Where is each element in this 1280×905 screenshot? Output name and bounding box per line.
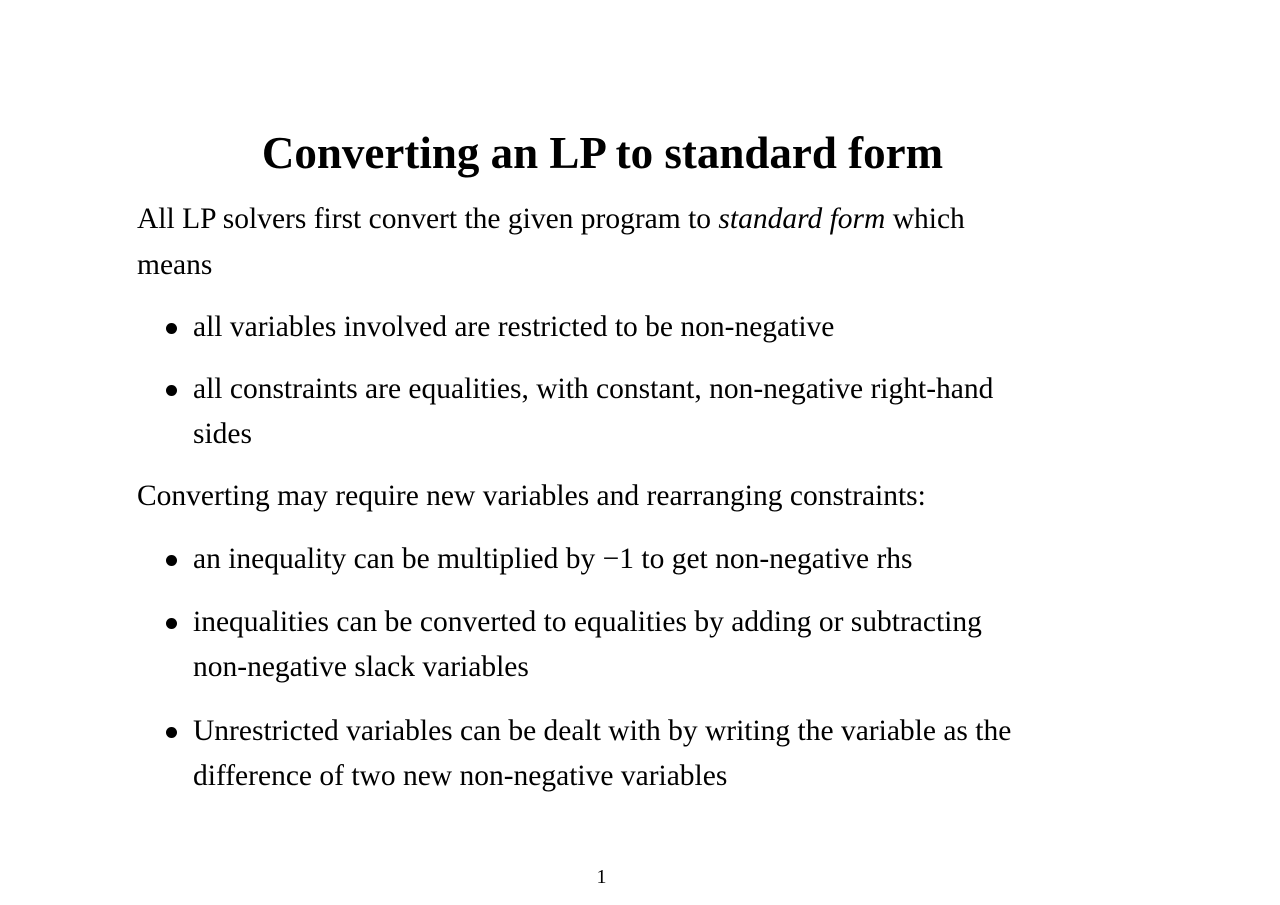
bullet-icon [166,727,177,738]
bullet-icon [166,323,177,334]
page-title: Converting an LP to standard form [261,128,944,178]
intro-text: All LP solvers first convert the given program to [137,203,719,235]
technique-item-cont: difference of two new non-negative variables [193,760,728,792]
bullet-icon [166,618,177,629]
converting-intro: Converting may require new variables and rearranging constraints: [137,480,926,512]
intro-line-1 [137,205,965,235]
requirement-item: all constraints are equalities, with constant, non-negative right-hand [193,373,994,405]
intro-emphasis: standard form [718,203,886,235]
requirement-item: all variables involved are restricted to be non-negative [193,311,835,343]
intro-text-end: which [885,203,965,235]
bullet-icon [166,385,177,396]
requirement-item-cont: sides [193,418,252,450]
technique-item: inequalities can be converted to equalities by adding or subtracting [193,606,982,638]
page-number: 1 [596,866,607,888]
technique-item: an inequality can be multiplied by −1 to get non-negative rhs [193,543,913,575]
technique-item-cont: non-negative slack variables [193,651,529,683]
bullet-icon [166,555,177,566]
technique-item: Unrestricted variables can be dealt with by writing the variable as the [193,715,1012,747]
intro-line-2: means [137,249,213,281]
